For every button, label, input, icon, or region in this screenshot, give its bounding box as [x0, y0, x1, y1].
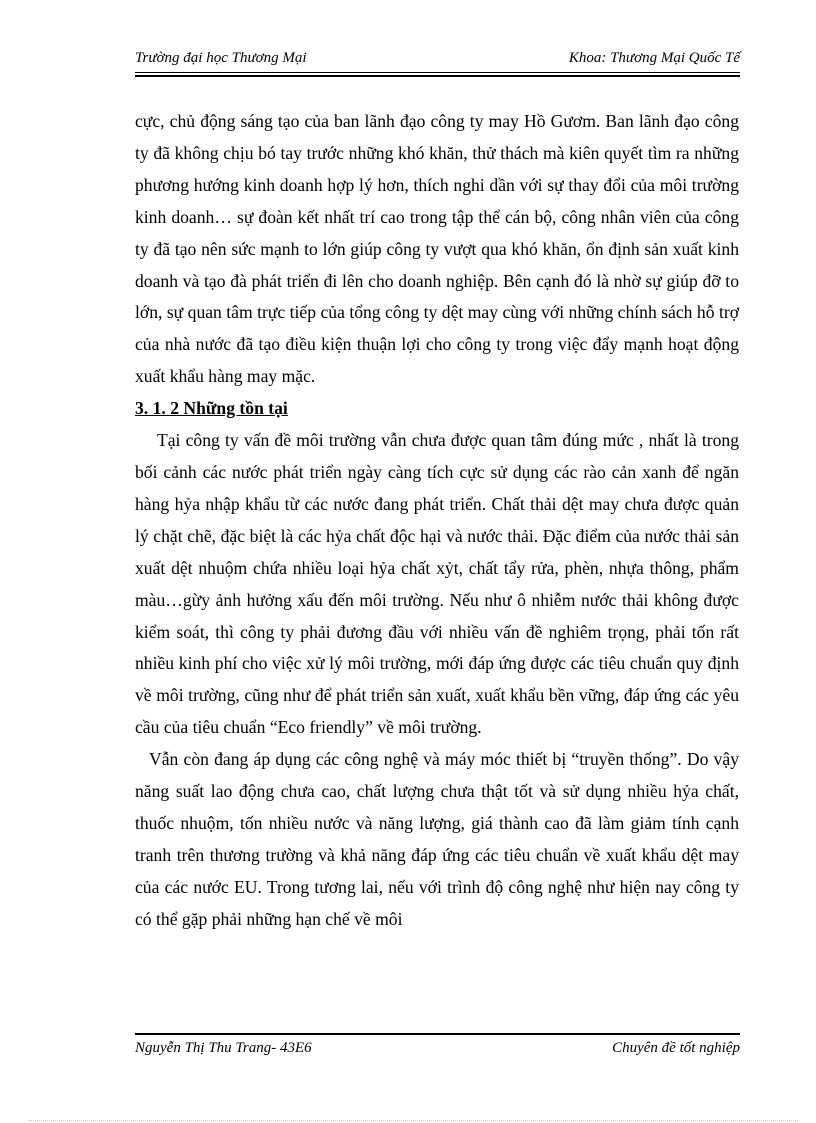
footer-title: Chuyên đề tốt nghiệp	[612, 1040, 740, 1056]
page-body	[135, 106, 739, 936]
page-header	[135, 50, 740, 72]
footer-author: Nguyễn Thị Thu Trang- 43E6	[135, 1040, 312, 1056]
section-heading	[135, 393, 739, 425]
paragraph-technology: Vẫn còn đang áp dụng các công nghệ và máy móc thiết bị “truyền thống”. Do vậy năng suất lao động chưa cao, chất lượng chưa thật tốt và sử dụng nhiều hỷa chất, thuốc nhuộm, tốn nhiều nước và năng lượng, giá thành cao đã làm giảm tính cạnh tranh trên thương trường và khả năng đáp ứng các tiêu chuẩn về xuất khẩu dệt may của các nước EU. Trong tương lai, nếu với trình độ công nghệ như hiện nay công ty có thể gặp phải những hạn chế về môi	[135, 749, 739, 929]
header-rule-thin	[135, 72, 740, 73]
header-rule-thick	[135, 75, 740, 77]
header-university: Trường đại học Thương Mại	[135, 50, 307, 66]
header-faculty: Khoa: Thương Mại Quốc Tế	[568, 50, 740, 66]
paragraph-environment: Tại công ty vấn đề môi trường vẫn chưa được quan tâm đúng mức , nhất là trong bối cảnh các nước phát triển ngày càng tích cực sử dụng các rào cản xanh để ngăn hàng hỷa nhập khẩu từ các nước đang phát triển. Chất thải dệt may chưa được quản lý chặt chẽ, đặc biệt là các hỷa chất độc hại và nước thải. Đặc điểm của nước thải sản xuất dệt nhuộm chứa nhiều loại hỷa chất xỷt, chất tẩy rửa, phèn, nhựa thông, phẩm màu…gừy ảnh hưởng xấu đến môi trường. Nếu như ô nhiễm nước thải không được kiểm soát, thì công ty phải đương đầu với nhiều vấn đề nghiêm trọng, phải tốn rất nhiều kinh phí cho việc xử lý môi trường, mới đáp ứng được các tiêu chuẩn quy định về môi trường, cũng như để phát triển sản xuất, xuất khẩu bền vững, đáp ứng các yêu cầu của tiêu chuẩn “Eco friendly” về môi trường.	[135, 430, 739, 738]
page-footer	[135, 1040, 740, 1062]
footer-rule	[135, 1033, 740, 1035]
section-heading-text: 3. 1. 2 Những tồn tại	[135, 398, 288, 419]
paragraph-continuation: cực, chủ động sáng tạo của ban lãnh đạo công ty may Hồ Gươm. Ban lãnh đạo công ty đã không chịu bó tay trước những khó khăn, thử thách mà kiên quyết tìm ra những phương hướng kinh doanh hợp lý hơn, thích nghi dần với sự thay đổi của môi trường kinh doanh… sự đoàn kết nhất trí cao trong tập thể cán bộ, công nhân viên của công ty đã tạo nên sức mạnh to lớn giúp công ty vượt qua khó khăn, ổn định sản xuất kinh doanh và tạo đà phát triển đi lên cho doanh nghiệp. Bên cạnh đó là nhờ sự giúp đỡ to lớn, sự quan tâm trực tiếp của tổng công ty dệt may cùng với những chính sách hỗ trợ của nhà nước đã tạo điều kiện thuận lợi cho công ty trong việc đẩy mạnh hoạt động xuất khẩu hàng may mặc.	[135, 111, 739, 387]
page-edge-divider	[28, 1120, 798, 1121]
